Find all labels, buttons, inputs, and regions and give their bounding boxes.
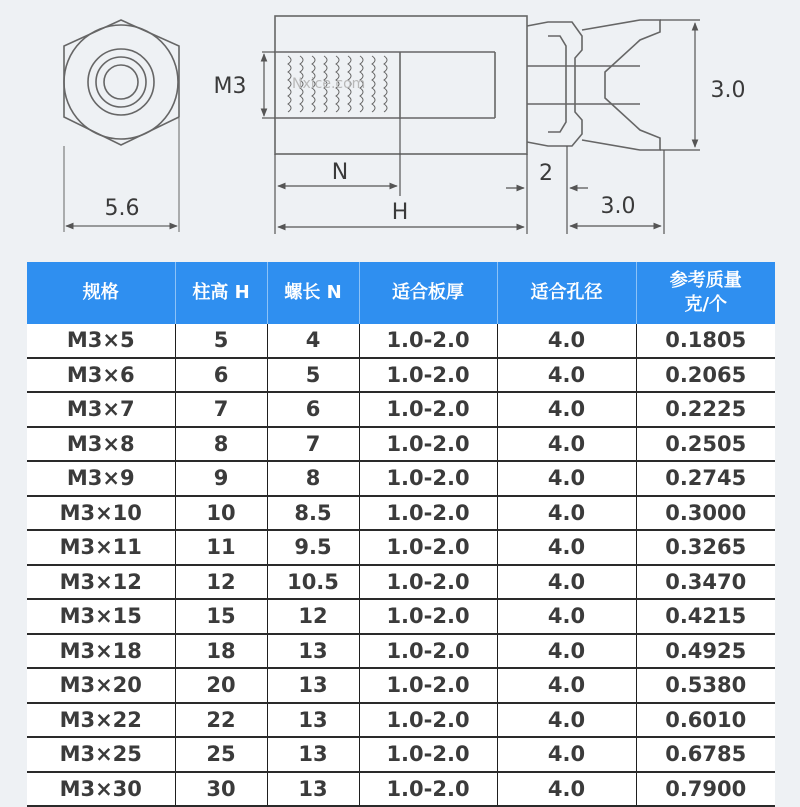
table-row xyxy=(27,634,775,669)
table-row xyxy=(27,530,775,565)
cell-hole-diameter: 4.0 xyxy=(497,530,636,565)
cell-board-thickness: 1.0-2.0 xyxy=(359,634,497,669)
clip-gap-label: 2 xyxy=(539,161,553,186)
cell-hole-diameter: 4.0 xyxy=(497,634,636,669)
cell-board-thickness: 1.0-2.0 xyxy=(359,427,497,462)
table-row xyxy=(27,392,775,427)
table-row xyxy=(27,668,775,703)
total-height-label: H xyxy=(391,200,409,225)
cell-board-thickness: 1.0-2.0 xyxy=(359,599,497,634)
cell-hole-diameter: 4.0 xyxy=(497,496,636,531)
cell-spec: M3×12 xyxy=(27,565,175,600)
table-row xyxy=(27,772,775,807)
cell-spec: M3×11 xyxy=(27,530,175,565)
thread-label: M3 xyxy=(213,74,247,99)
cell-hole-diameter: 4.0 xyxy=(497,772,636,807)
cell-weight: 0.6785 xyxy=(636,737,775,772)
cell-weight: 0.3265 xyxy=(636,530,775,565)
cell-weight: 0.3470 xyxy=(636,565,775,600)
cell-weight: 0.7900 xyxy=(636,772,775,807)
cell-height: 10 xyxy=(175,496,267,531)
cell-thread-length: 13 xyxy=(267,668,359,703)
header-thread-length: 螺长 N xyxy=(267,262,359,324)
cell-height: 25 xyxy=(175,737,267,772)
cell-thread-length: 5 xyxy=(267,358,359,393)
table-row xyxy=(27,599,775,634)
cell-board-thickness: 1.0-2.0 xyxy=(359,358,497,393)
cell-height: 22 xyxy=(175,703,267,738)
table-row xyxy=(27,496,775,531)
cell-hole-diameter: 4.0 xyxy=(497,324,636,358)
cell-height: 30 xyxy=(175,772,267,807)
cell-thread-length: 13 xyxy=(267,634,359,669)
cell-hole-diameter: 4.0 xyxy=(497,427,636,462)
clip-width-label: 3.0 xyxy=(600,194,636,219)
cell-hole-diameter: 4.0 xyxy=(497,668,636,703)
cell-hole-diameter: 4.0 xyxy=(497,703,636,738)
cell-spec: M3×25 xyxy=(27,737,175,772)
cell-board-thickness: 1.0-2.0 xyxy=(359,565,497,600)
cell-weight: 0.4215 xyxy=(636,599,775,634)
cell-hole-diameter: 4.0 xyxy=(497,599,636,634)
cell-spec: M3×20 xyxy=(27,668,175,703)
cell-hole-diameter: 4.0 xyxy=(497,392,636,427)
cell-height: 11 xyxy=(175,530,267,565)
cell-hole-diameter: 4.0 xyxy=(497,461,636,496)
cell-weight: 0.2505 xyxy=(636,427,775,462)
cell-height: 8 xyxy=(175,427,267,462)
watermark: Nxice.com xyxy=(292,76,366,92)
cell-board-thickness: 1.0-2.0 xyxy=(359,668,497,703)
cell-height: 5 xyxy=(175,324,267,358)
header-spec: 规格 xyxy=(27,262,175,324)
table-row xyxy=(27,358,775,393)
cell-weight: 0.2745 xyxy=(636,461,775,496)
spec-table xyxy=(27,262,775,807)
m3-dimension xyxy=(262,52,275,118)
table-row xyxy=(27,427,775,462)
gap-dimension xyxy=(506,146,588,234)
cell-weight: 0.2065 xyxy=(636,358,775,393)
cell-weight: 0.6010 xyxy=(636,703,775,738)
cell-hole-diameter: 4.0 xyxy=(497,737,636,772)
header-hole-diameter: 适合孔径 xyxy=(497,262,636,324)
cell-board-thickness: 1.0-2.0 xyxy=(359,461,497,496)
table-row xyxy=(27,565,775,600)
cell-thread-length: 4 xyxy=(267,324,359,358)
cell-spec: M3×9 xyxy=(27,461,175,496)
cell-spec: M3×22 xyxy=(27,703,175,738)
table-row xyxy=(27,461,775,496)
cell-spec: M3×7 xyxy=(27,392,175,427)
snap-clip xyxy=(527,20,660,150)
cell-hole-diameter: 4.0 xyxy=(497,565,636,600)
table-row xyxy=(27,324,775,358)
clip-height-dimension xyxy=(660,20,700,150)
hex-width-label: 5.6 xyxy=(104,196,140,221)
cell-thread-length: 7 xyxy=(267,427,359,462)
cell-weight: 0.5380 xyxy=(636,668,775,703)
standoff-dimension-diagram xyxy=(0,0,800,262)
cell-height: 20 xyxy=(175,668,267,703)
cell-board-thickness: 1.0-2.0 xyxy=(359,496,497,531)
cell-weight: 0.3000 xyxy=(636,496,775,531)
cell-board-thickness: 1.0-2.0 xyxy=(359,772,497,807)
cell-height: 18 xyxy=(175,634,267,669)
cell-height: 6 xyxy=(175,358,267,393)
cell-height: 9 xyxy=(175,461,267,496)
cell-board-thickness: 1.0-2.0 xyxy=(359,324,497,358)
cell-spec: M3×30 xyxy=(27,772,175,807)
cell-board-thickness: 1.0-2.0 xyxy=(359,392,497,427)
clip-width-dimension xyxy=(570,150,664,234)
cell-thread-length: 13 xyxy=(267,703,359,738)
table-row xyxy=(27,703,775,738)
thread-length-label: N xyxy=(331,160,349,185)
cell-board-thickness: 1.0-2.0 xyxy=(359,737,497,772)
cell-weight: 0.1805 xyxy=(636,324,775,358)
cell-thread-length: 9.5 xyxy=(267,530,359,565)
cell-board-thickness: 1.0-2.0 xyxy=(359,703,497,738)
cell-thread-length: 8 xyxy=(267,461,359,496)
header-height: 柱高 H xyxy=(175,262,267,324)
cell-height: 12 xyxy=(175,565,267,600)
cell-thread-length: 8.5 xyxy=(267,496,359,531)
cell-thread-length: 13 xyxy=(267,772,359,807)
cell-height: 15 xyxy=(175,599,267,634)
cell-thread-length: 10.5 xyxy=(267,565,359,600)
cell-spec: M3×18 xyxy=(27,634,175,669)
cell-spec: M3×5 xyxy=(27,324,175,358)
cell-thread-length: 12 xyxy=(267,599,359,634)
cell-weight: 0.2225 xyxy=(636,392,775,427)
cell-spec: M3×10 xyxy=(27,496,175,531)
header-board-thickness: 适合板厚 xyxy=(359,262,497,324)
cell-spec: M3×15 xyxy=(27,599,175,634)
cell-height: 7 xyxy=(175,392,267,427)
cell-board-thickness: 1.0-2.0 xyxy=(359,530,497,565)
cell-hole-diameter: 4.0 xyxy=(497,358,636,393)
cell-spec: M3×6 xyxy=(27,358,175,393)
cell-spec: M3×8 xyxy=(27,427,175,462)
cell-weight: 0.4925 xyxy=(636,634,775,669)
cell-thread-length: 6 xyxy=(267,392,359,427)
clip-height-label: 3.0 xyxy=(710,78,746,103)
cell-thread-length: 13 xyxy=(267,737,359,772)
table-row xyxy=(27,737,775,772)
table-header-row xyxy=(27,262,775,324)
header-weight: 参考质量 克/个 xyxy=(636,262,775,324)
